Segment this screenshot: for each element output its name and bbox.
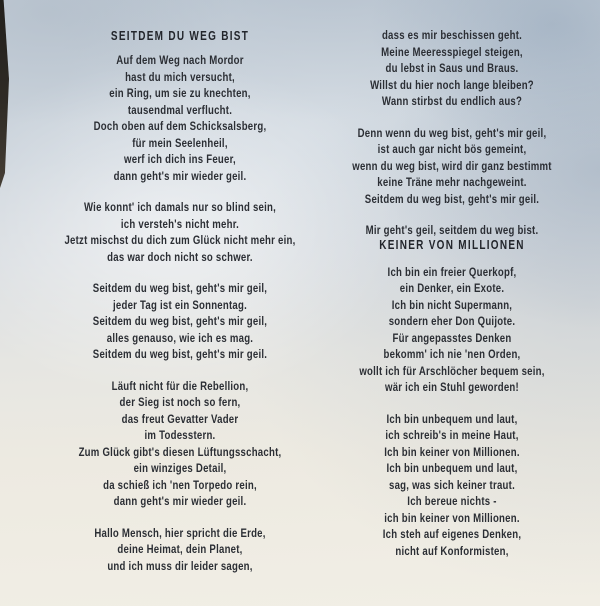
- lyric-line: und ich muss dir leider sagen,: [107, 558, 253, 573]
- lyric-line: Meine Meeresspiegel steigen,: [381, 44, 523, 59]
- lyrics-column-left: [20, 28, 340, 574]
- lyric-line: Ich bin unbequem und laut,: [386, 461, 518, 475]
- lyric-line: das war doch nicht so schwer.: [107, 249, 253, 264]
- lyric-line: dass es mir beschissen geht.: [381, 28, 523, 42]
- lyric-line: ich bin keiner von Millionen.: [384, 510, 520, 525]
- lyric-line: ich versteh's nicht mehr.: [120, 216, 240, 231]
- lyric-line: da schieß ich 'nen Torpedo rein,: [103, 477, 257, 492]
- lyric-line: Seitdem du weg bist, geht's mir geil,: [92, 281, 268, 295]
- lyric-line: jeder Tag ist ein Sonnentag.: [112, 297, 248, 312]
- lyric-line: alles genauso, wie ich es mag.: [106, 330, 254, 345]
- lyric-line: ein Ring, um sie zu knechten,: [109, 86, 251, 100]
- lyric-line: dann geht's mir wieder geil.: [113, 168, 247, 183]
- lyric-line: Denn wenn du weg bist, geht's mir geil,: [357, 125, 547, 140]
- stanza: [20, 378, 340, 510]
- lyric-line: Jetzt mischst du dich zum Glück nicht mehr ein,: [64, 233, 296, 247]
- lyric-line: wär ich ein Stuhl geworden!: [385, 380, 519, 394]
- lyric-line: das freut Gevatter Vader: [121, 411, 239, 426]
- lyric-line: du lebst in Saus und Braus.: [385, 61, 519, 75]
- song-title-seitdem-du-weg-bist: SEITDEM DU WEG BIST: [110, 29, 250, 43]
- lyric-line: hast du mich versucht,: [125, 69, 235, 84]
- lyric-line: wenn du weg bist, wird dir ganz bestimmt: [352, 158, 552, 173]
- lyric-line: Für angepasstes Denken: [392, 330, 512, 345]
- lyric-line: nicht auf Konformisten,: [395, 543, 509, 558]
- lyric-line: im Todesstern.: [144, 428, 216, 442]
- lyric-line: für mein Seelenheil,: [132, 135, 228, 150]
- lyric-line: ein winziges Detail,: [133, 461, 227, 475]
- lyric-line: ist auch gar nicht bös gemeint,: [377, 142, 527, 156]
- song-title-keiner-von-millionen: KEINER VON MILLIONEN: [379, 237, 525, 252]
- lyric-line: sondern eher Don Quijote.: [388, 314, 516, 328]
- stanza: [308, 264, 596, 396]
- stanza: [20, 525, 340, 575]
- lyric-line: wollt ich für Arschlöcher bequem sein,: [359, 363, 545, 378]
- lyric-line: Seitdem du weg bist, geht's mir geil.: [92, 347, 268, 361]
- lyric-line: dann geht's mir wieder geil.: [113, 494, 247, 508]
- lyric-line: Ich bin keiner von Millionen.: [384, 444, 520, 459]
- lyric-line: tausendmal verflucht.: [127, 102, 233, 117]
- background-edge-shadow: [0, 0, 9, 188]
- lyric-line: bekomm' ich nie 'nen Orden,: [383, 347, 521, 361]
- lyrics-right-continued: [308, 27, 596, 239]
- lyric-line: Ich bin nicht Supermann,: [391, 297, 513, 312]
- lyric-line: Doch oben auf dem Schicksalsberg,: [93, 119, 267, 133]
- lyric-line: Hallo Mensch, hier spricht die Erde,: [94, 525, 266, 540]
- lyric-line: der Sieg ist noch so fern,: [119, 395, 241, 409]
- stanza: [20, 199, 340, 265]
- lyric-line: Auf dem Weg nach Mordor: [116, 53, 244, 67]
- lyric-line: werf ich dich ins Feuer,: [124, 152, 236, 166]
- lyric-line: Läuft nicht für die Rebellion,: [111, 378, 249, 393]
- stanza: [308, 27, 596, 110]
- lyrics-column-right: [308, 27, 596, 559]
- lyric-line: Ich bereue nichts -: [407, 494, 497, 508]
- stanza: [20, 52, 340, 184]
- lyric-line: keine Träne mehr nachgeweint.: [377, 175, 527, 189]
- lyric-line: Ich bin unbequem und laut,: [386, 411, 518, 426]
- lyric-line: Seitdem du weg bist, geht's mir geil.: [364, 191, 540, 206]
- stanza: [308, 125, 596, 208]
- lyric-line: Ich steh auf eigenes Denken,: [382, 527, 522, 541]
- lyric-line: Ich bin ein freier Querkopf,: [387, 264, 517, 279]
- lyric-line: deine Heimat, dein Planet,: [117, 542, 243, 556]
- lyric-line: Seitdem du weg bist, geht's mir geil,: [92, 314, 268, 328]
- lyric-line: Mir geht's geil, seitdem du weg bist.: [365, 223, 539, 237]
- lyric-line: ich schreib's in meine Haut,: [385, 428, 519, 442]
- lyric-line: Zum Glück gibt's diesen Lüftungsschacht,: [78, 444, 282, 459]
- lyric-line: Wie konnt' ich damals nur so blind sein,: [83, 200, 277, 214]
- stanza: [308, 411, 596, 560]
- stanza: [20, 280, 340, 363]
- lyric-line: ein Denker, ein Exote.: [399, 281, 505, 295]
- lyric-line: Willst du hier noch lange bleiben?: [370, 77, 534, 92]
- lyrics-right: [308, 264, 596, 560]
- lyric-line: Wann stirbst du endlich aus?: [381, 94, 523, 108]
- lyrics-left: [20, 52, 340, 574]
- lyric-line: sag, was sich keiner traut.: [389, 477, 515, 492]
